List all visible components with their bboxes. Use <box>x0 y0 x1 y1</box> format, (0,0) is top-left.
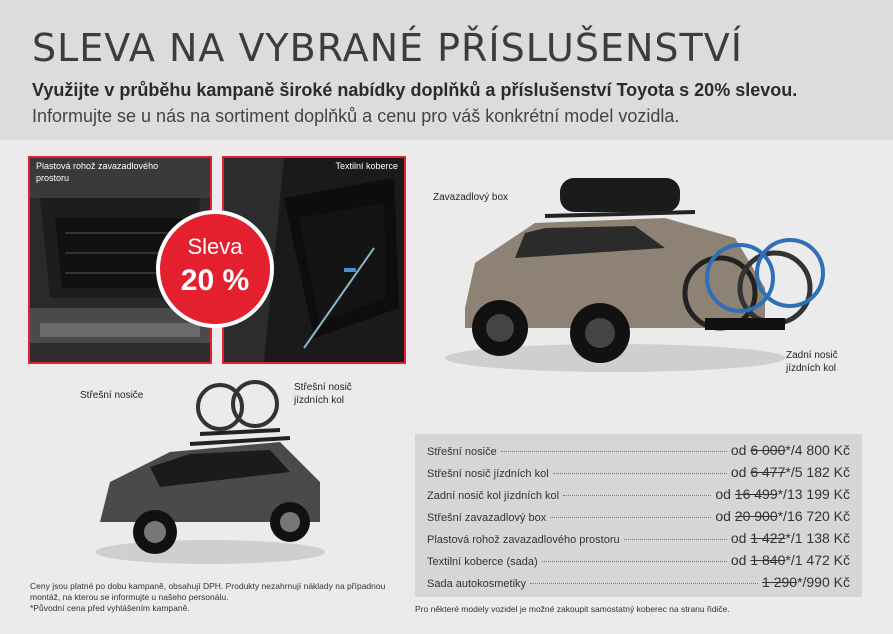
price-row <box>427 486 850 506</box>
price-row <box>427 508 850 528</box>
price-item-name: Zadní nosič kol jízdních kol <box>427 490 560 502</box>
price-item-name: Textilní koberce (sada) <box>427 556 538 568</box>
legal-note <box>30 581 400 614</box>
legal-note-text: Ceny jsou platné po dobu kampaně, obsahují DPH. Produkty nezahrnují náklady na případnou montáž, na kterou se informujte u našeho personálu. <box>30 581 386 602</box>
price-value: od 1 840*/1 472 Kč <box>730 552 850 568</box>
price-value: od 6 477*/5 182 Kč <box>730 464 850 480</box>
price-value: 1 290*/990 Kč <box>762 574 850 590</box>
floor-mats-label: Textilní koberce <box>335 161 398 171</box>
driver-mat-note: Pro některé modely vozidel je možné zakoupit samostatný koberec na stranu řidiče. <box>415 604 730 614</box>
price-item-name: Střešní zavazadlový box <box>427 512 547 524</box>
price-value: od 20 900*/16 720 Kč <box>715 508 850 524</box>
info-text: Informujte se u nás na sortiment doplňků a cenu pro váš konkrétní model vozidla. <box>32 106 680 126</box>
price-list <box>415 434 862 597</box>
price-value: od 1 422*/1 138 Kč <box>730 530 850 546</box>
header-band <box>0 0 893 140</box>
original-price-note: *Původní cena před vyhlášením kampaně. <box>30 603 190 613</box>
roof-box-label: Zavazadlový box <box>433 192 509 203</box>
badge-line1: Sleva <box>187 234 243 259</box>
roof-racks-label: Střešní nosiče <box>80 390 144 401</box>
roof-bike-label: Střešní nosič jízdních kol <box>294 382 352 406</box>
price-item-name: Střešní nosiče <box>427 446 497 458</box>
badge-line2: 20 % <box>180 264 250 297</box>
price-item-name: Střešní nosič jízdních kol <box>427 468 549 480</box>
page-title: SLEVA NA VYBRANÉ PŘÍSLUŠENSTVÍ <box>32 26 743 70</box>
rear-bike-label: Zadní nosič jízdních kol <box>786 350 838 374</box>
price-row <box>427 574 850 594</box>
discount-badge <box>156 210 274 328</box>
price-item-name: Sada autokosmetiky <box>427 578 527 590</box>
price-row <box>427 552 850 572</box>
price-row <box>427 464 850 484</box>
page-subtitle: Využijte v průběhu kampaně široké nabídky doplňků a příslušenství Toyota s 20% slevou. <box>32 80 798 100</box>
price-value: od 16 499*/13 199 Kč <box>715 486 850 502</box>
price-row <box>427 530 850 550</box>
price-item-name: Plastová rohož zavazadlového prostoru <box>427 534 620 546</box>
trunk-mat-label: Plastová rohož zavazadlového prostoru <box>36 161 159 183</box>
price-row <box>427 442 850 462</box>
price-value: od 6 000*/4 800 Kč <box>730 442 850 458</box>
